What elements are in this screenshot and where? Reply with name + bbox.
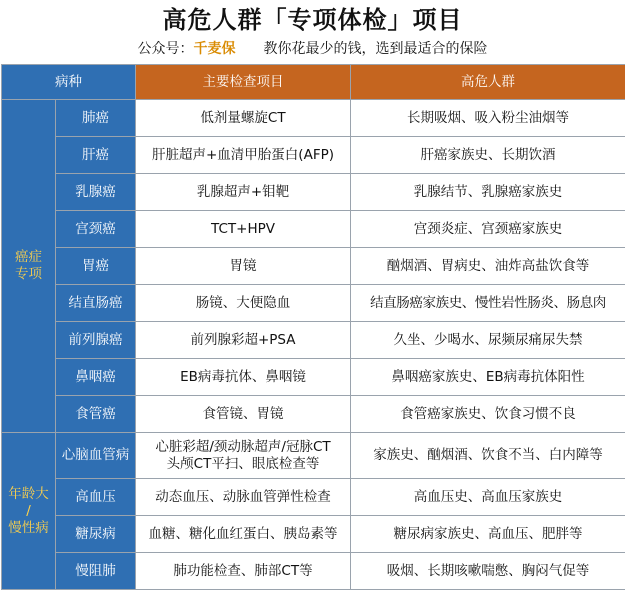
risk-group: 宫颈炎症、宫颈癌家族史 [351,211,625,248]
table-row [2,137,625,174]
disease-name: 结直肠癌 [56,285,136,322]
column-header-risk: 高危人群 [351,65,625,100]
column-header-exam: 主要检查项目 [136,65,351,100]
risk-group: 长期吸烟、吸入粉尘油烟等 [351,100,625,137]
exam-item: 低剂量螺旋CT [136,100,351,137]
risk-group: 肝癌家族史、长期饮酒 [351,137,625,174]
risk-group: 久坐、少喝水、尿频尿痛尿失禁 [351,322,625,359]
risk-group: 酗烟酒、胃病史、油炸高盐饮食等 [351,248,625,285]
disease-name: 乳腺癌 [56,174,136,211]
exam-item: 肝脏超声+血清甲胎蛋白(AFP) [136,137,351,174]
table-row [2,359,625,396]
page-title: 高危人群「专项体检」项目 [162,6,463,34]
exam-item: EB病毒抗体、鼻咽镜 [136,359,351,396]
subtitle-prefix: 公众号： [137,41,194,57]
header-row [2,65,625,100]
exam-item: 血糖、糖化血红蛋白、胰岛素等 [136,516,351,553]
risk-group: 结直肠癌家族史、慢性岩性肠炎、肠息肉 [351,285,625,322]
disease-name: 高血压 [56,479,136,516]
exam-item: 胃镜 [136,248,351,285]
table-row [2,211,625,248]
table-row [2,433,625,479]
exam-item: 肺功能检查、肺部CT等 [136,553,351,590]
group-label-chronic: 年龄大 / 慢性病 [2,433,56,590]
disease-name: 胃癌 [56,248,136,285]
disease-name: 食管癌 [56,396,136,433]
group-label-cancer: 癌症 专项 [2,100,56,433]
disease-name: 鼻咽癌 [56,359,136,396]
table-row [2,516,625,553]
exam-item: 食管镜、胃镜 [136,396,351,433]
exam-item: 前列腺彩超+PSA [136,322,351,359]
table-row [2,553,625,590]
slogan: 教你花最少的钱，选到最适合的保险 [263,41,488,57]
disease-name: 心脑血管病 [56,433,136,479]
table-row [2,285,625,322]
risk-group: 鼻咽癌家族史、EB病毒抗体阳性 [351,359,625,396]
risk-group: 高血压史、高血压家族史 [351,479,625,516]
table-row [2,174,625,211]
exam-item: 肠镜、大便隐血 [136,285,351,322]
exam-table [1,64,625,590]
table-row [2,322,625,359]
exam-item: 动态血压、动脉血管弹性检查 [136,479,351,516]
risk-group: 乳腺结节、乳腺癌家族史 [351,174,625,211]
exam-item: 乳腺超声+钼靶 [136,174,351,211]
risk-group: 吸烟、长期咳嗽喘憋、胸闷气促等 [351,553,625,590]
brand-name: 千麦保 [193,41,236,57]
risk-group: 食管癌家族史、饮食习惯不良 [351,396,625,433]
exam-item: TCT+HPV [136,211,351,248]
table-row [2,396,625,433]
disease-name: 前列腺癌 [56,322,136,359]
subtitle [0,39,625,59]
disease-name: 宫颈癌 [56,211,136,248]
disease-name: 肝癌 [56,137,136,174]
disease-name: 慢阻肺 [56,553,136,590]
exam-item: 心脏彩超/颈动脉超声/冠脉CT 头颅CT平扫、眼底检查等 [136,433,351,479]
table-row [2,479,625,516]
column-header-disease: 病种 [2,65,136,100]
table-row [2,248,625,285]
risk-group: 家族史、酗烟酒、饮食不当、白内障等 [351,433,625,479]
table-row [2,100,625,137]
disease-name: 肺癌 [56,100,136,137]
disease-name: 糖尿病 [56,516,136,553]
risk-group: 糖尿病家族史、高血压、肥胖等 [351,516,625,553]
